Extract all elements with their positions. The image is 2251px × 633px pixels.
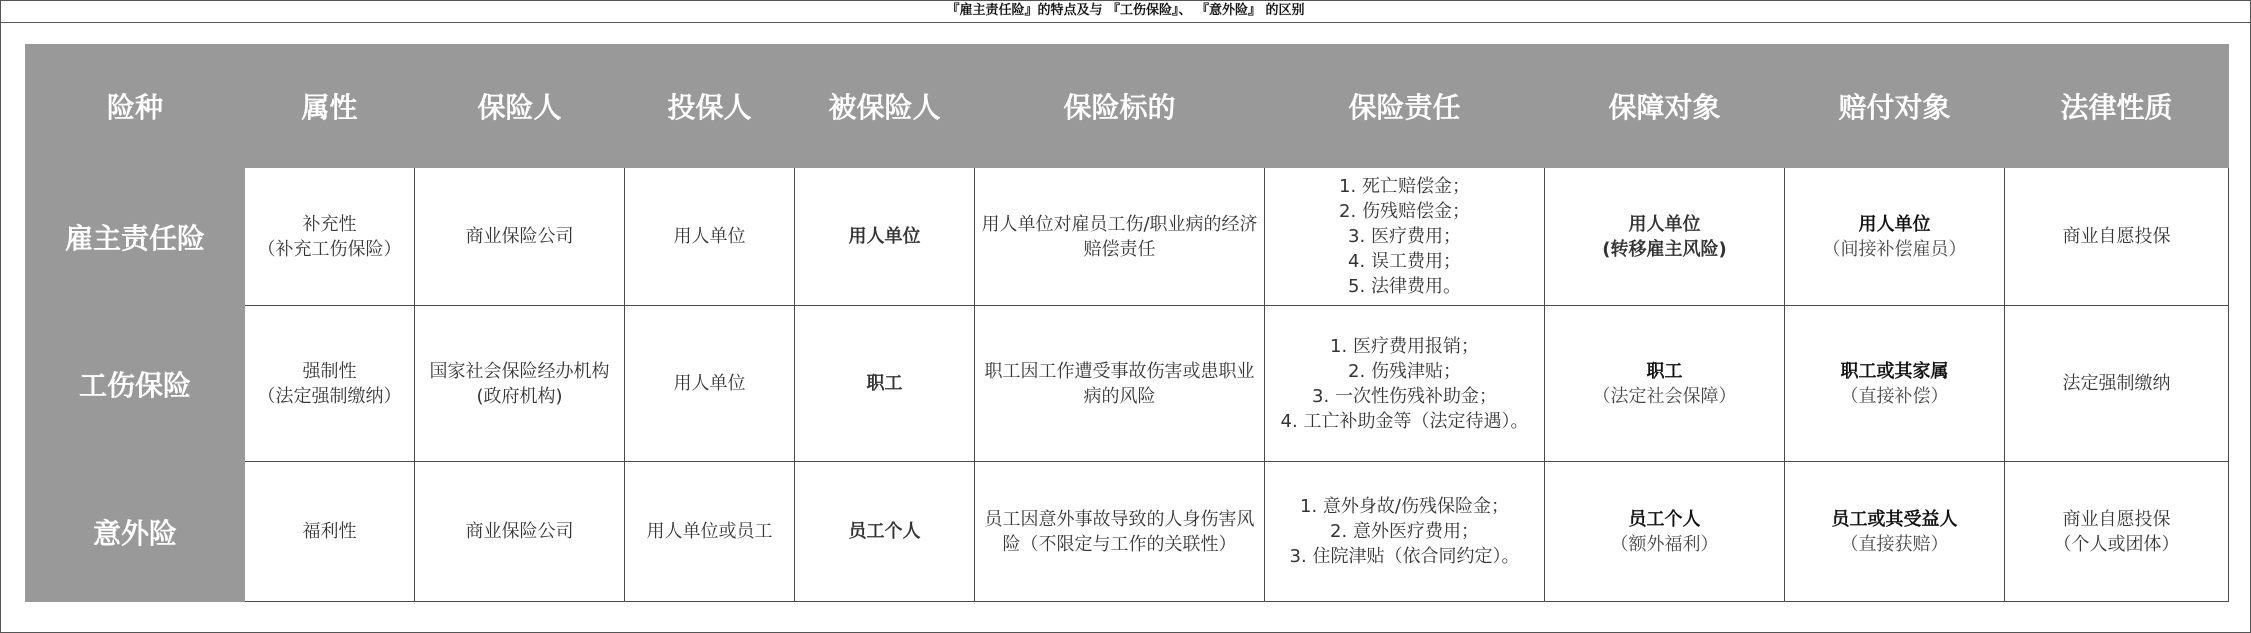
header-row xyxy=(26,45,2229,168)
insurer-cell xyxy=(415,306,625,462)
subject-cell: 员工因意外事故导致的人身伤害风险（不限定与工作的关联性） xyxy=(975,462,1265,602)
policyholder-cell: 用人单位或员工 xyxy=(625,462,795,602)
liability-list xyxy=(1269,494,1540,569)
table-row-accident xyxy=(26,462,2229,602)
insurer-cell xyxy=(415,168,625,306)
insurer-text: 商业保险公司 xyxy=(465,521,574,542)
liability-item: 2. 伤残赔偿金； xyxy=(1339,201,1470,222)
liability-item: 3. 医疗费用； xyxy=(1348,226,1461,247)
insured-cell: 员工个人 xyxy=(795,462,975,602)
row-label: 工伤保险 xyxy=(26,306,245,462)
protected-note: （额外福利） xyxy=(1610,533,1719,555)
insurer-cell xyxy=(415,462,625,602)
attribute-text: 补充性 xyxy=(302,213,357,235)
header-payee: 赔付对象 xyxy=(1785,45,2005,168)
header-protected: 保障对象 xyxy=(1545,45,1785,168)
table-row-work-injury xyxy=(26,306,2229,462)
liability-cell xyxy=(1265,168,1545,306)
protected-cell xyxy=(1545,462,1785,602)
attribute-text: 福利性 xyxy=(302,521,357,542)
header-insurer: 保险人 xyxy=(415,45,625,168)
insured-cell: 用人单位 xyxy=(795,168,975,306)
payee-text: 职工或其家属 xyxy=(1840,360,1949,382)
header-policyholder: 投保人 xyxy=(625,45,795,168)
header-insured: 被保险人 xyxy=(795,45,975,168)
liability-item: 1. 意外身故/伤残保险金； xyxy=(1300,496,1509,517)
policyholder-cell: 用人单位 xyxy=(625,306,795,462)
payee-note: （直接补偿） xyxy=(1840,385,1949,407)
insured-cell: 职工 xyxy=(795,306,975,462)
liability-cell xyxy=(1265,306,1545,462)
liability-list xyxy=(1269,174,1540,299)
attribute-text: 强制性 xyxy=(302,360,357,382)
policyholder-cell: 用人单位 xyxy=(625,168,795,306)
liability-item: 1. 医疗费用报销； xyxy=(1330,335,1479,357)
liability-cell xyxy=(1265,462,1545,602)
legal-text: 商业自愿投保 xyxy=(2062,508,2171,530)
liability-item: 4. 工亡补助金等（法定待遇）。 xyxy=(1280,410,1529,432)
liability-item: 3. 住院津贴（依合同约定）。 xyxy=(1289,546,1520,567)
payee-cell xyxy=(1785,306,2005,462)
liability-item: 2. 伤残津贴； xyxy=(1348,360,1461,382)
page-title: 『雇主责任险』的特点及与 『工伤保险』、 『意外险』 的区别 xyxy=(0,0,2251,23)
legal-cell: 法定强制缴纳 xyxy=(2005,306,2229,462)
row-label: 意外险 xyxy=(26,462,245,602)
attribute-cell xyxy=(245,306,415,462)
protected-note: (转移雇主风险) xyxy=(1602,238,1727,260)
liability-item: 1. 死亡赔偿金； xyxy=(1339,176,1470,197)
payee-cell xyxy=(1785,462,2005,602)
header-type: 险种 xyxy=(26,45,245,168)
protected-cell xyxy=(1545,168,1785,306)
legal-cell xyxy=(2005,462,2229,602)
row-label: 雇主责任险 xyxy=(26,168,245,306)
liability-item: 4. 误工费用； xyxy=(1348,251,1461,272)
payee-note: （直接获赔） xyxy=(1840,533,1949,555)
subject-cell: 用人单位对雇员工伤/职业病的经济赔偿责任 xyxy=(975,168,1265,306)
insurer-note: (政府机构) xyxy=(476,385,563,407)
attribute-note: （法定强制缴纳） xyxy=(257,385,402,407)
protected-text: 员工个人 xyxy=(1628,508,1701,530)
liability-list xyxy=(1269,334,1540,434)
comparison-table xyxy=(25,44,2229,602)
liability-item: 3. 一次性伤残补助金； xyxy=(1312,385,1497,407)
header-legal: 法律性质 xyxy=(2005,45,2229,168)
legal-note: （个人或团体） xyxy=(2053,533,2180,555)
header-liability: 保险责任 xyxy=(1265,45,1545,168)
attribute-note: （补充工伤保险） xyxy=(257,238,402,260)
protected-text: 用人单位 xyxy=(1628,213,1701,235)
protected-text: 职工 xyxy=(1646,360,1683,382)
subject-cell: 职工因工作遭受事故伤害或患职业病的风险 xyxy=(975,306,1265,462)
payee-text: 用人单位 xyxy=(1858,213,1931,235)
liability-item: 2. 意外医疗费用； xyxy=(1330,521,1479,542)
payee-cell xyxy=(1785,168,2005,306)
legal-cell: 商业自愿投保 xyxy=(2005,168,2229,306)
header-subject: 保险标的 xyxy=(975,45,1265,168)
header-attribute: 属性 xyxy=(245,45,415,168)
protected-cell xyxy=(1545,306,1785,462)
liability-item: 5. 法律费用。 xyxy=(1348,276,1461,297)
attribute-cell xyxy=(245,462,415,602)
table-row-employer-liability xyxy=(26,168,2229,306)
protected-note: （法定社会保障） xyxy=(1592,385,1737,407)
payee-note: （间接补偿雇员） xyxy=(1822,238,1967,260)
attribute-cell xyxy=(245,168,415,306)
insurer-text: 商业保险公司 xyxy=(465,226,574,247)
payee-text: 员工或其受益人 xyxy=(1831,508,1958,530)
insurer-text: 国家社会保险经办机构 xyxy=(429,360,610,382)
